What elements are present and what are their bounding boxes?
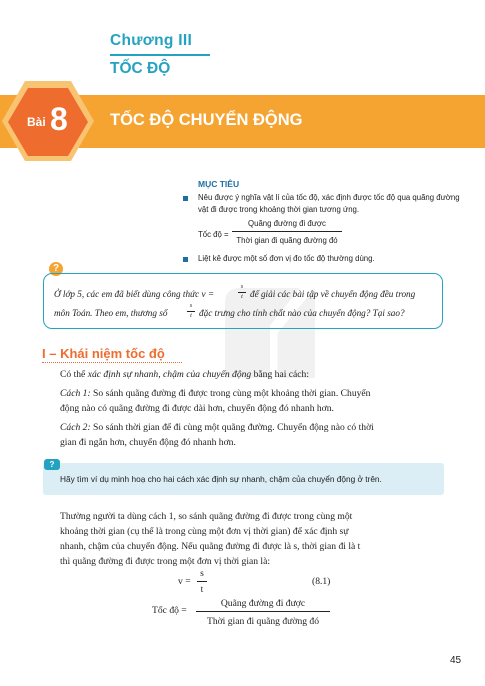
section-underline [42,362,182,364]
bullet-icon [183,257,188,262]
formula-8-1-lhs: v = [178,576,191,587]
section-title: I – Khái niệm tốc độ [42,346,165,361]
speed-formula-denominator: Thời gian đi quãng đường đó [206,616,320,627]
method-2: Cách 2: So sánh thời gian để đi cùng một quãng đường. Chuyển động nào có thời gian đi ngắn hơn, chuyển động đó nhanh hơn. [60,422,374,448]
chapter-title: Chương III [110,32,193,49]
intro-line-1-end: để giải các bài tập về chuyển động đều trong [250,289,416,299]
speed-formula-fraction-bar [196,611,330,612]
objective-formula-denominator: Thời gian đi quãng đường đó [236,236,338,245]
objective-item-1-line-2: vật đi được trong khoảng thời gian tương ứng. [198,205,360,214]
formula-8-1-denominator: t [200,584,204,595]
lesson-title: TỐC ĐỘ CHUYỂN ĐỘNG [110,111,303,129]
objectives-heading: MỤC TIÊU [198,179,240,189]
intro-box [43,273,443,329]
objective-fraction-bar [232,231,342,232]
intro-frac-1-numerator: s [240,283,244,290]
paragraph-intro: Có thể xác định sự nhanh, chậm của chuyển động bằng hai cách: [60,369,310,380]
lesson-label: Bài [27,115,46,129]
objective-item-2: Liệt kê được một số đơn vị đo tốc độ thường dùng. [198,254,375,263]
intro-frac-1-denominator: t [241,293,243,300]
objective-item-1-line-1: Nêu được ý nghĩa vật lí của tốc độ, xác định được tốc độ qua quãng đường [198,193,460,202]
speed-formula-numerator: Quãng đường đi được [220,598,306,609]
intro-line-2-start: môn Toán. Theo em, thương số [54,308,168,318]
speed-formula-lhs: Tốc độ = [152,605,187,616]
lesson-number: 8 [50,101,68,137]
paragraph-2: Thường người ta dùng cách 1, so sánh quãng đường đi được trong cùng một khoảng thời gian (cụ thể là trong cùng một đơn vị thời gian) để xác định sự nhanh, chậm của chuyển động. Nếu quãng đường đi được là s, thời gian đi là t thì quãng đường đi được trong một đơn vị thời gian là: [60,511,361,567]
intro-line-1-start: Ở lớp 5, các em đã biết dùng công thức v = [54,289,215,299]
formula-8-1-numerator: s [200,568,204,579]
bullet-icon [183,196,188,201]
formula-8-1-tag: (8.1) [312,576,331,587]
objective-formula-numerator: Quãng đường đi được [248,219,326,228]
chapter-divider [110,54,210,56]
question-icon: ? [44,459,60,470]
intro-frac-2-denominator: t [190,312,192,319]
lightbulb-icon: ? [49,262,63,276]
page-number: 45 [450,655,462,666]
objective-formula-lhs: Tốc độ = [198,230,229,239]
chapter-subtitle: TỐC ĐỘ [110,60,171,77]
intro-line-2-end: đặc trưng cho tính chất nào của chuyển động? Tại sao? [199,308,405,318]
method-1: Cách 1: So sánh quãng đường đi được trong cùng một khoảng thời gian. Chuyển động nào có quãng đường đi được dài hơn, chuyển động đó nhanh hơn. [60,388,371,414]
intro-frac-2-numerator: s [189,302,193,309]
question-text: Hãy tìm ví dụ minh hoạ cho hai cách xác định sự nhanh, chậm của chuyển động ở trên. [60,474,382,484]
